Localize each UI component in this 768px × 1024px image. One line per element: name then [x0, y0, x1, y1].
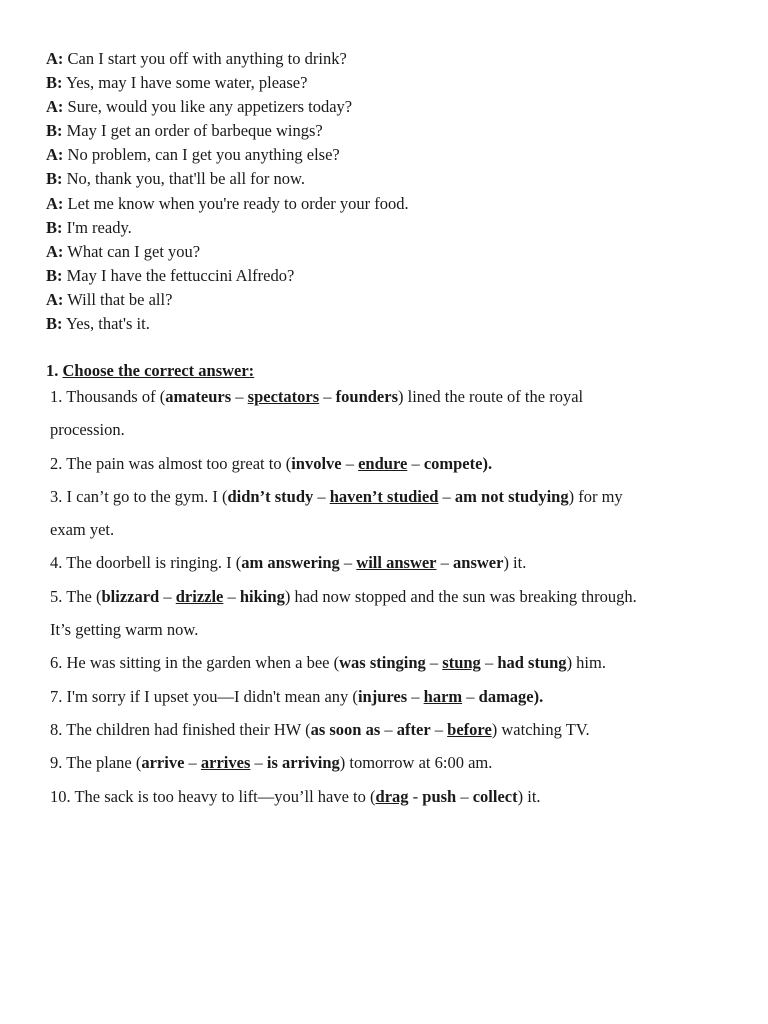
dialogue-text: May I have the fettuccini Alfredo? [66, 265, 295, 285]
dialogue-line [46, 288, 409, 312]
question-text-end: ) for my [568, 486, 623, 506]
option-separator: – [456, 786, 473, 806]
dialogue-text: Let me know when you're ready to order your food. [67, 193, 409, 213]
option-1: didn’t study [227, 486, 314, 506]
question-text: The doorbell is ringing. I ( [66, 553, 242, 573]
dialogue-line [46, 143, 409, 167]
speaker-label: A: [46, 145, 64, 165]
option-3: answer [453, 553, 504, 573]
question-text-end: ) tomorrow at 6:00 am. [339, 753, 493, 773]
dialogue [46, 47, 409, 336]
dialogue-line [46, 47, 409, 71]
dialogue-line [46, 119, 409, 143]
question-line [50, 680, 750, 713]
option-3: collect [472, 786, 518, 806]
speaker-label: B: [46, 73, 63, 93]
option-3: is arriving [266, 753, 340, 773]
option-1-answer: drag [375, 786, 409, 806]
speaker-label: A: [46, 49, 64, 68]
option-separator: – [462, 686, 479, 706]
option-2-answer: will answer [356, 553, 437, 573]
question-line [50, 713, 750, 746]
question-number: 5. [50, 586, 63, 606]
option-3: compete [423, 453, 483, 473]
option-separator: – [436, 553, 454, 573]
question-text: The children had finished their HW ( [66, 719, 311, 739]
option-2-answer: spectators [247, 387, 320, 406]
option-separator: – [407, 686, 424, 706]
question-number: 1. [50, 387, 63, 406]
question-list [50, 380, 750, 813]
option-2-answer: harm [423, 686, 463, 706]
option-separator: - [408, 786, 423, 806]
question-text-end: ) him. [566, 653, 606, 673]
option-1: arrive [141, 753, 185, 773]
question-line [50, 646, 750, 679]
speaker-label: B: [46, 314, 63, 334]
option-3: had stung [497, 653, 567, 673]
question-text: I'm sorry if I upset you—I didn't mean any ( [66, 686, 358, 706]
option-separator: – [184, 753, 201, 773]
dialogue-line [46, 216, 409, 240]
option-1: as soon as [310, 719, 381, 739]
question-text: I can’t go to the gym. I ( [66, 486, 228, 506]
question-line [50, 480, 750, 513]
option-1: was stinging [339, 653, 426, 673]
dialogue-text: Yes, that's it. [66, 314, 150, 334]
speaker-label: B: [46, 169, 63, 189]
question-continuation [50, 613, 750, 646]
question-number: 10. [50, 786, 71, 806]
question-text-end: ) lined the route of the royal [398, 387, 584, 406]
option-separator: – [313, 486, 330, 506]
speaker-label: A: [46, 289, 64, 309]
option-separator: – [430, 719, 448, 739]
question-number: 3. [50, 486, 63, 506]
option-1: involve [291, 453, 342, 473]
option-separator: – [159, 586, 176, 606]
question-text: procession. [50, 420, 125, 440]
section-number: 1. [46, 361, 59, 380]
option-separator: – [480, 653, 498, 673]
question-text: The pain was almost too great to ( [66, 453, 292, 473]
option-separator: – [341, 453, 359, 473]
option-3: founders [335, 387, 398, 406]
option-separator: – [250, 753, 267, 773]
dialogue-text: No, thank you, that'll be all for now. [66, 169, 305, 189]
question-text-end: ). [533, 686, 544, 706]
dialogue-text: Will that be all? [67, 289, 173, 309]
option-separator: – [223, 586, 240, 606]
option-1: blizzard [101, 586, 160, 606]
question-line [50, 580, 750, 613]
option-separator: – [380, 719, 397, 739]
question-text: Thousands of ( [66, 387, 166, 406]
speaker-label: B: [46, 265, 63, 285]
dialogue-line [46, 192, 409, 216]
option-2-answer: stung [442, 653, 481, 673]
question-text-end: ) had now stopped and the sun was breaking through. [284, 586, 637, 606]
dialogue-text: No problem, can I get you anything else? [67, 145, 340, 165]
section-title: Choose the correct answer: [62, 361, 255, 380]
dialogue-line [46, 167, 409, 191]
question-number: 8. [50, 719, 63, 739]
dialogue-text: Sure, would you like any appetizers today? [67, 97, 353, 117]
question-number: 4. [50, 553, 63, 573]
question-number: 6. [50, 653, 63, 673]
dialogue-line [46, 95, 409, 119]
option-1: am answering [241, 553, 340, 573]
speaker-label: A: [46, 193, 64, 213]
dialogue-line [46, 312, 409, 336]
option-separator: – [407, 453, 424, 473]
dialogue-line [46, 264, 409, 288]
option-1: amateurs [165, 387, 232, 406]
option-3: damage [478, 686, 534, 706]
question-line [50, 546, 750, 579]
question-text: exam yet. [50, 520, 115, 540]
question-text: The ( [66, 586, 102, 606]
speaker-label: B: [46, 217, 63, 237]
question-text-end: ) it. [503, 553, 527, 573]
question-line [50, 746, 750, 779]
dialogue-line [46, 240, 409, 264]
option-2-answer: drizzle [175, 586, 224, 606]
option-separator: – [438, 486, 455, 506]
question-line [50, 380, 750, 413]
question-text: The plane ( [66, 753, 142, 773]
question-continuation [50, 413, 750, 446]
dialogue-text: Yes, may I have some water, please? [66, 73, 308, 93]
option-3: am not studying [454, 486, 569, 506]
question-continuation [50, 513, 750, 546]
question-number: 9. [50, 753, 63, 773]
option-3-answer: before [447, 719, 492, 739]
option-3: hiking [239, 586, 285, 606]
option-separator: – [319, 387, 336, 406]
dialogue-text: I'm ready. [66, 217, 132, 237]
question-text-end: ). [482, 453, 493, 473]
question-line [50, 447, 750, 480]
question-text: It’s getting warm now. [50, 620, 199, 640]
option-separator: – [339, 553, 357, 573]
question-number: 2. [50, 453, 63, 473]
question-text-end: ) watching TV. [491, 719, 590, 739]
option-separator: – [231, 387, 248, 406]
question-text: The sack is too heavy to lift—you’ll have to ( [74, 786, 376, 806]
option-2: after [396, 719, 431, 739]
question-text-end: ) it. [517, 786, 541, 806]
speaker-label: B: [46, 121, 63, 141]
speaker-label: A: [46, 241, 64, 261]
speaker-label: A: [46, 97, 64, 117]
dialogue-text: What can I get you? [67, 241, 201, 261]
option-separator: – [425, 653, 443, 673]
question-line [50, 780, 750, 813]
dialogue-text: Can I start you off with anything to drink? [67, 49, 347, 68]
option-2-answer: haven’t studied [329, 486, 439, 506]
question-number: 7. [50, 686, 63, 706]
dialogue-line [46, 71, 409, 95]
question-text: He was sitting in the garden when a bee ( [66, 653, 340, 673]
option-2-answer: arrives [200, 753, 251, 773]
dialogue-text: May I get an order of barbeque wings? [66, 121, 323, 141]
option-2: push [422, 786, 457, 806]
option-1: injures [357, 686, 408, 706]
option-2-answer: endure [358, 453, 408, 473]
